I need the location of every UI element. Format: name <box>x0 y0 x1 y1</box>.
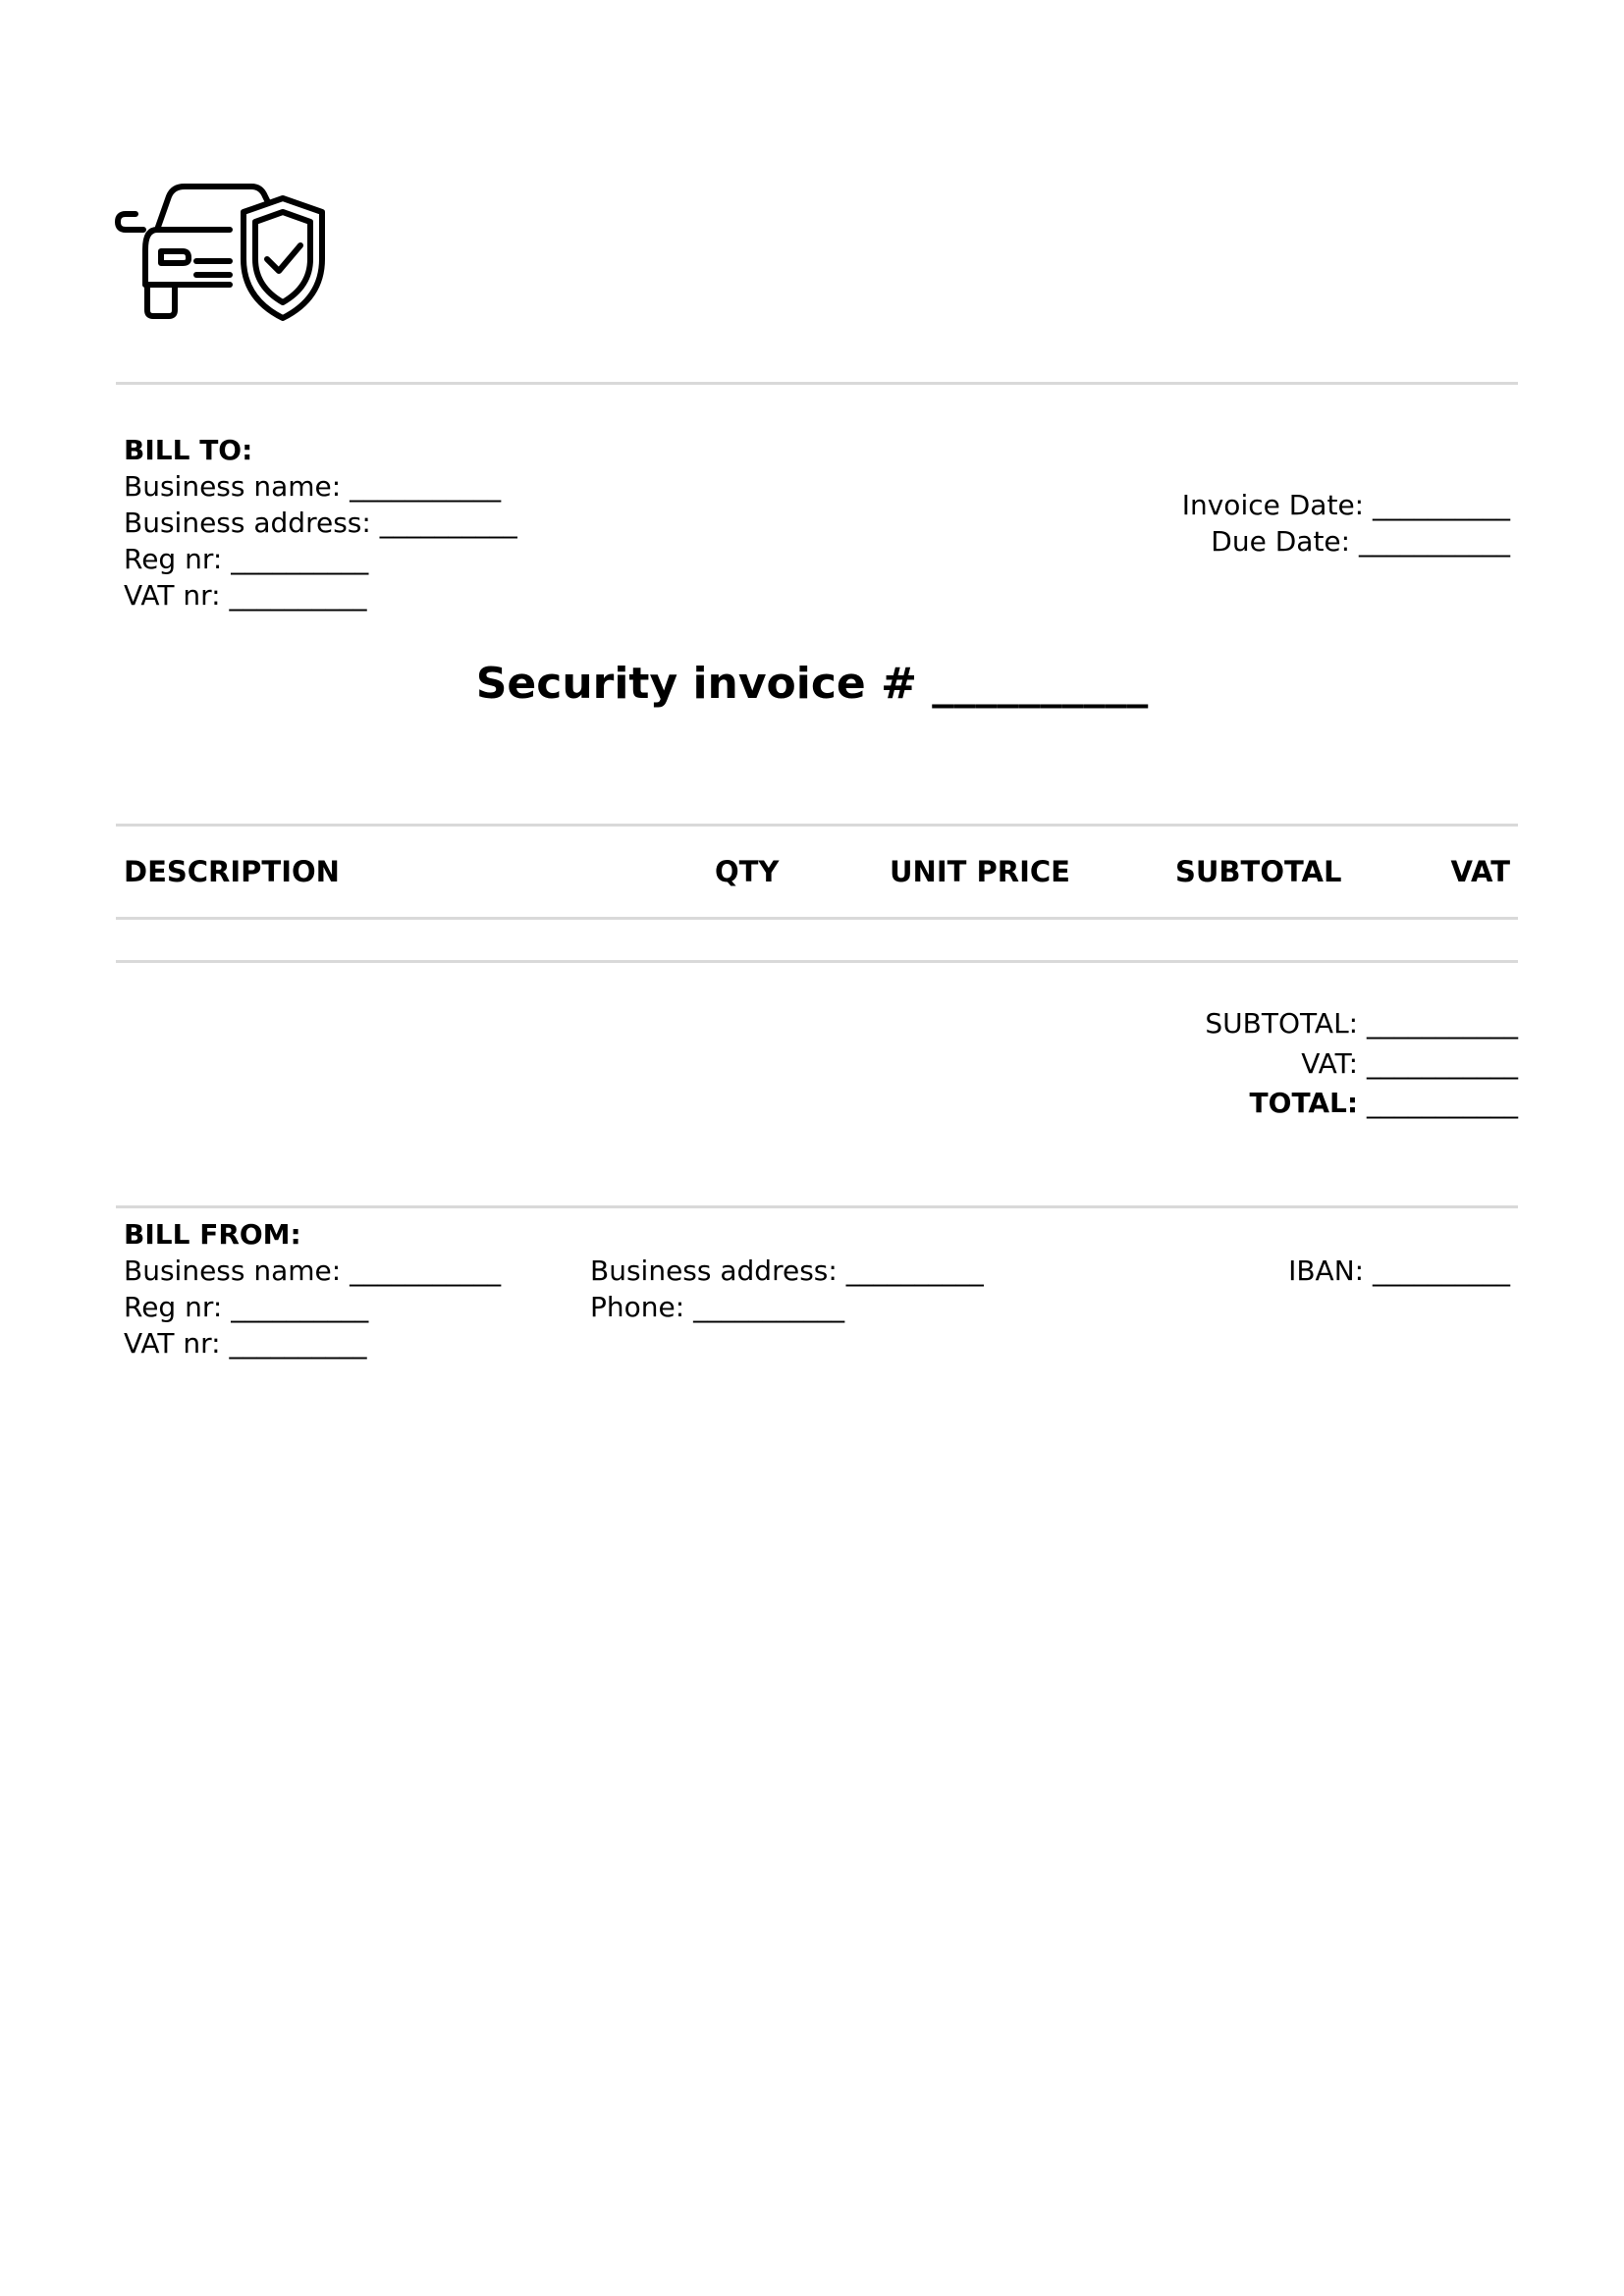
header-divider <box>116 382 1518 385</box>
car-shield-check-icon <box>114 179 326 326</box>
bill-to-vat-nr: VAT nr: __________ <box>124 579 367 612</box>
bill-from-phone: Phone: ___________ <box>590 1291 845 1323</box>
invoice-date: Invoice Date: __________ <box>1181 489 1510 521</box>
totals-total-label: TOTAL: <box>1249 1087 1359 1119</box>
column-header-description: DESCRIPTION <box>124 855 340 888</box>
bill-from-iban: IBAN: __________ <box>1288 1255 1510 1287</box>
bill-to-business-name: Business name: ___________ <box>124 470 502 503</box>
due-date: Due Date: ___________ <box>1211 525 1510 558</box>
totals-total <box>1250 1085 1518 1121</box>
totals-total-value: ___________ <box>1367 1087 1518 1119</box>
bill-from-heading: BILL FROM: <box>124 1218 301 1251</box>
bill-from-divider <box>116 1205 1518 1208</box>
totals-vat: VAT: ___________ <box>1301 1047 1518 1080</box>
bill-to-business-address: Business address: __________ <box>124 507 517 539</box>
bill-from-business-name: Business name: ___________ <box>124 1255 502 1287</box>
bill-from-vat-nr: VAT nr: __________ <box>124 1327 367 1360</box>
bill-to-heading: BILL TO: <box>124 434 253 466</box>
invoice-title: Security invoice # __________ <box>475 659 1149 709</box>
totals-subtotal: SUBTOTAL: ___________ <box>1205 1007 1518 1040</box>
column-header-unit-price: UNIT PRICE <box>890 855 1070 888</box>
table-top-divider <box>116 824 1518 827</box>
column-header-vat: VAT <box>1450 855 1510 888</box>
column-header-qty: QTY <box>715 855 780 888</box>
table-bottom-divider <box>116 960 1518 963</box>
table-header-divider <box>116 917 1518 920</box>
column-header-subtotal: SUBTOTAL <box>1175 855 1342 888</box>
bill-to-reg-nr: Reg nr: __________ <box>124 543 369 575</box>
bill-from-business-address: Business address: __________ <box>590 1255 984 1287</box>
bill-from-reg-nr: Reg nr: __________ <box>124 1291 369 1323</box>
